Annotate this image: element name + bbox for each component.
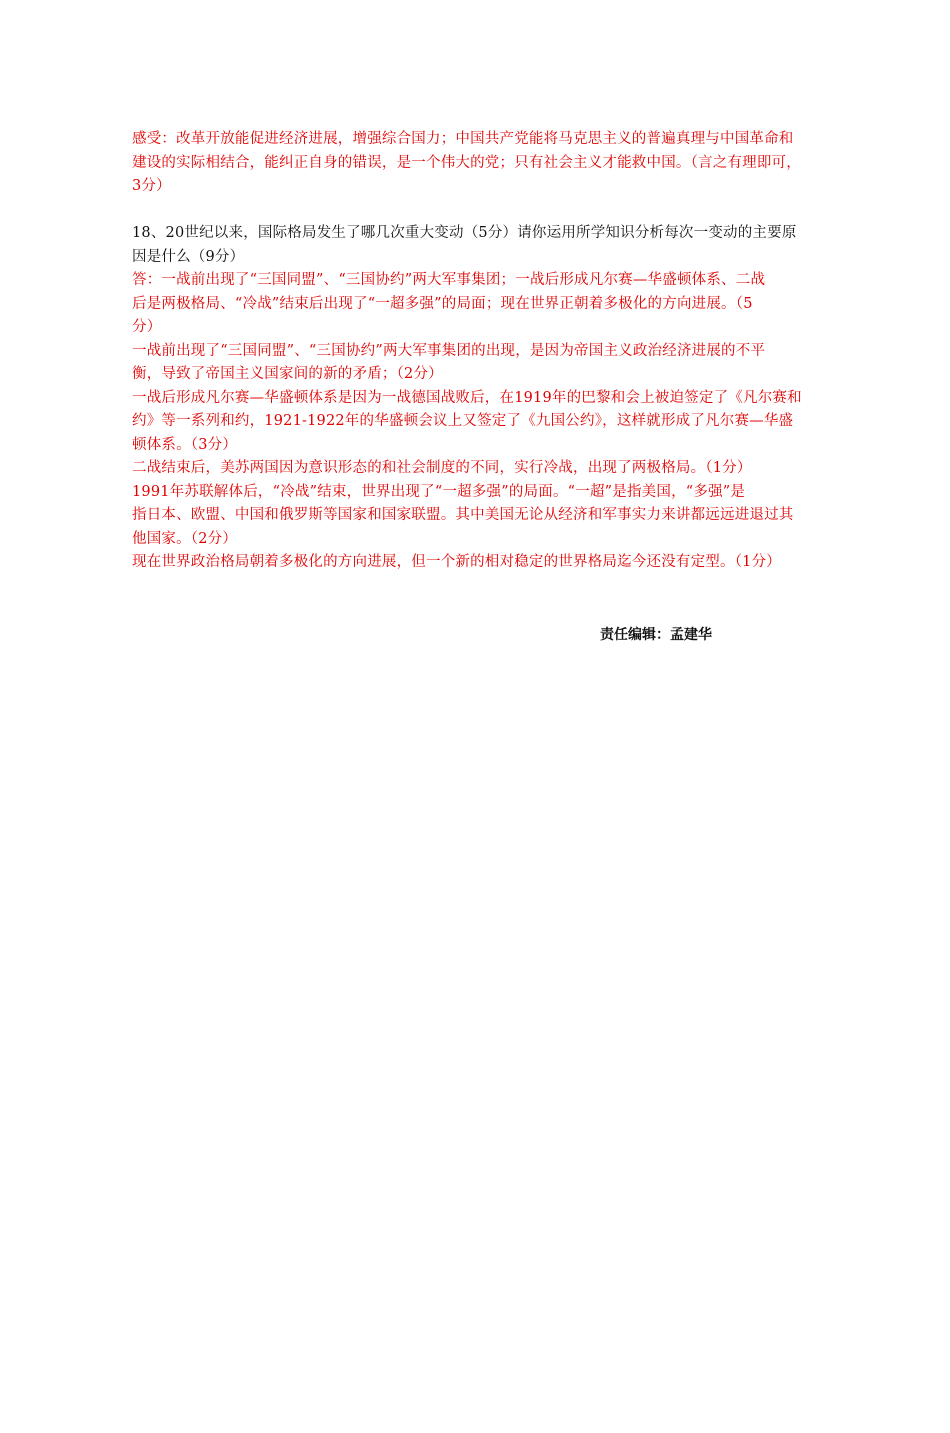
answer-line: 二战结束后，美苏两国因为意识形态的和社会制度的不同，实行冷战，出现了两极格局。（1分）	[132, 460, 752, 476]
feeling-line: 建设的实际相结合，能纠正自身的错误，是一个伟大的党；只有社会主义才能救中国。（言之有理即可，	[132, 154, 801, 171]
answer-line: 指日本、欧盟、中国和俄罗斯等国家和国家联盟。其中美国无论从经济和军事实力来讲都远远进退过其	[132, 507, 794, 523]
responsible-editor: 责任编辑：孟建华	[600, 627, 712, 643]
answer-line: 一战前出现了“三国同盟”、“三国协约”两大军事集团的出现，是因为帝国主义政治经济进展的不平	[132, 342, 766, 359]
answer-18	[132, 269, 862, 575]
feeling-paragraph	[132, 128, 862, 199]
answer-line: 一战后形成凡尔赛—华盛顿体系是因为一战德国战败后，在1919年的巴黎和会上被迫签定了《凡尔赛和	[132, 389, 802, 406]
question-18	[132, 222, 862, 269]
answer-line: 衡，导致了帝国主义国家间的新的矛盾；（2分）	[132, 366, 443, 382]
feeling-line: 感受：改革开放能促进经济进展，增强综合国力；中国共产党能将马克思主义的普遍真理与中国革命和	[132, 131, 794, 147]
answer-line: 后是两极格局、“冷战”结束后出现了“一超多强”的局面；现在世界正朝着多极化的方向进展。（5	[132, 295, 753, 312]
question-line: 因是什么（9分）	[132, 248, 245, 265]
question-line: 18、20世纪以来，国际格局发生了哪几次重大变动（5分）请你运用所学知识分析每次一变动的主要原	[132, 225, 797, 241]
answer-line: 1991年苏联解体后，“冷战”结束，世界出现了“一超多强”的局面。“一超”是指美国，“多强”是	[132, 483, 746, 500]
feeling-line: 3分）	[132, 178, 171, 194]
answer-line: 答：一战前出现了“三国同盟”、“三国协约”两大军事集团；一战后形成凡尔赛—华盛顿体系、二战	[132, 272, 766, 288]
answer-line: 约》等一系列和约，1921-1922年的华盛顿会议上又签定了《九国公约》，这样就形成了凡尔赛—华盛	[132, 413, 794, 429]
answer-line: 顿体系。（3分）	[132, 436, 238, 453]
answer-line: 分）	[132, 319, 162, 335]
answer-line: 现在世界政治格局朝着多极化的方向进展，但一个新的相对稳定的世界格局迄今还没有定型。（1分）	[132, 554, 781, 570]
answer-line: 他国家。（2分）	[132, 530, 238, 547]
